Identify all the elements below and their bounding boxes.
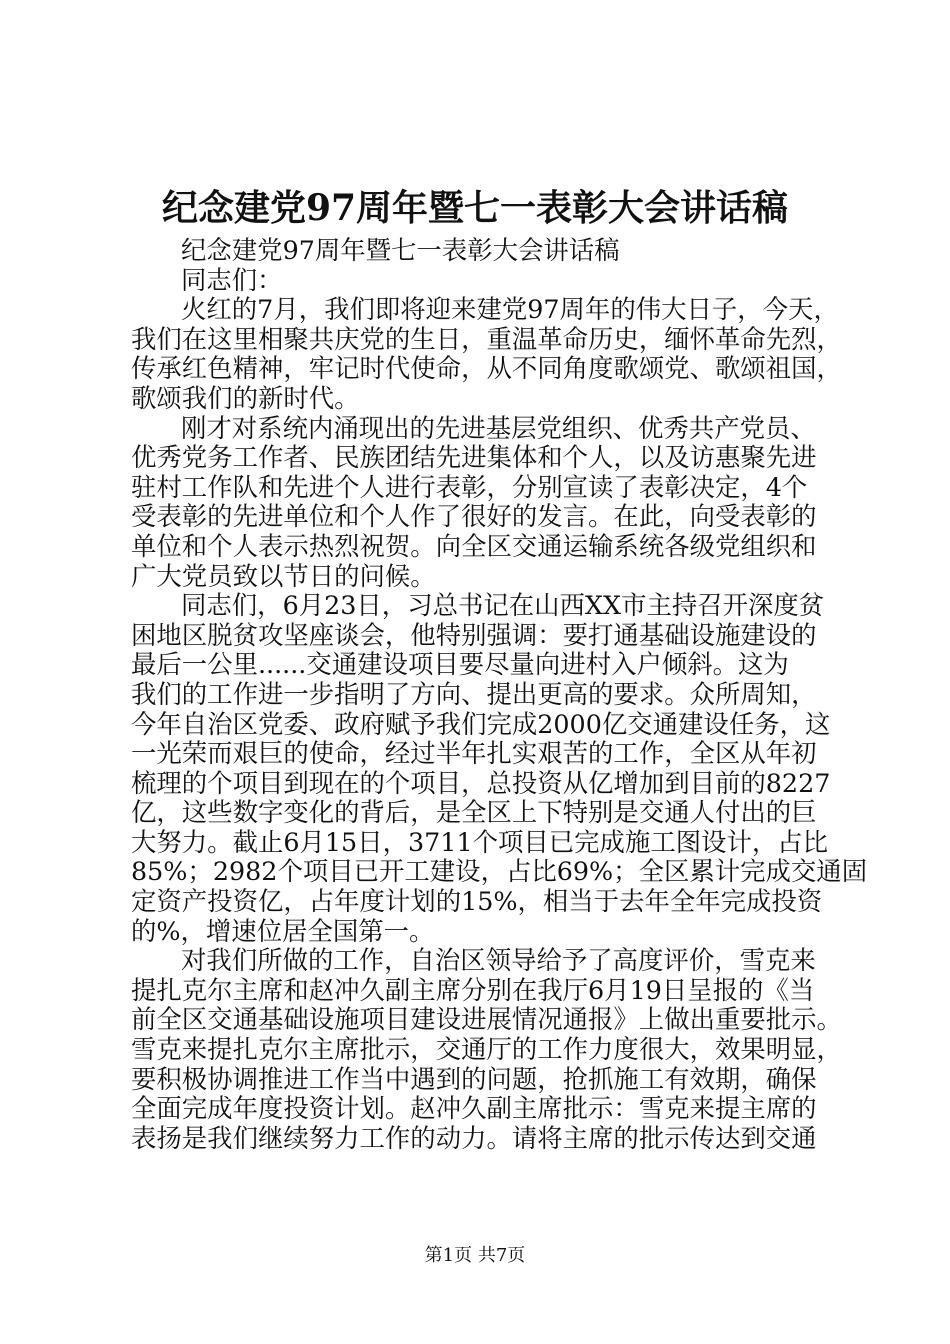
text-line: 全面完成年度投资计划。赵冲久副主席批示：雪克来提主席的 (131, 1093, 817, 1124)
text-line: 驻村工作队和先进个人进行表彰，分别宣读了表彰决定，4个 (131, 471, 808, 502)
text-line: 传承红色精神，牢记时代使命，从不同角度歌颂党、歌颂祖国， (131, 353, 842, 384)
text-line: 今年自治区党委、政府赋予我们完成2000亿交通建设任务，这 (131, 708, 831, 739)
text-line: 歌颂我们的新时代。 (131, 382, 360, 413)
text-line: 同志们，6月23日，习总书记在山西XX市主持召开深度贫 (181, 590, 825, 621)
text-line: 纪念建党97周年暨七一表彰大会讲话稿 (181, 235, 620, 265)
text-line: 前全区交通基础设施项目建设进展情况通报》上做出重要批示。 (131, 1004, 842, 1035)
text-line: 我们在这里相聚共庆党的生日，重温革命历史，缅怀革命先烈， (131, 323, 842, 354)
text-line: 一光荣而艰巨的使命，经过半年扎实艰苦的工作，全区从年初 (131, 738, 817, 769)
text-line: 受表彰的先进单位和个人作了很好的发言。在此，向受表彰的 (131, 501, 817, 532)
text-line: 85%；2982个项目已开工建设，占比69%；全区累计完成交通固 (131, 856, 868, 887)
text-line: 定资产投资亿，占年度计划的15%，相当于去年全年完成投资 (131, 886, 823, 917)
text-line: 梳理的个项目到现在的个项目，总投资从亿增加到目前的8227 (131, 767, 831, 798)
text-line: 对我们所做的工作，自治区领导给予了高度评价，雪克来 (181, 945, 816, 976)
text-line: 单位和个人表示热烈祝贺。向全区交通运输系统各级党组织和 (131, 530, 817, 561)
text-line: 广大党员致以节日的问候。 (131, 560, 436, 591)
text-line: 优秀党务工作者、民族团结先进集体和个人，以及访惠聚先进 (131, 442, 817, 473)
text-line: 刚才对系统内涌现出的先进基层党组织、优秀共产党员、 (181, 412, 816, 443)
text-line: 表扬是我们继续努力工作的动力。请将主席的批示传达到交通 (131, 1122, 817, 1153)
text-line: 提扎克尔主席和赵冲久副主席分别在我厅6月19日呈报的《当 (131, 974, 815, 1005)
text-line: 雪克来提扎克尔主席批示，交通厅的工作力度很大，效果明显， (131, 1034, 842, 1065)
text-line: 要积极协调推进工作当中遇到的问题，抢抓施工有效期，确保 (131, 1063, 817, 1094)
text-line: 最后一公里......交通建设项目要尽量向进村入户倾斜。这为 (131, 649, 789, 680)
document-title: 纪念建党97周年暨七一表彰大会讲话稿 (161, 187, 789, 229)
page-footer: 第1页 共7页 (424, 1245, 526, 1266)
text-line: 的%，增速位居全国第一。 (131, 915, 435, 946)
document-body (131, 235, 868, 1153)
text-line: 同志们： (181, 264, 283, 295)
text-line: 困地区脱贫攻坚座谈会，他特别强调：要打通基础设施建设的 (131, 619, 817, 650)
text-line: 我们的工作进一步指明了方向、提出更高的要求。众所周知， (131, 678, 817, 709)
text-line: 亿，这些数字变化的背后，是全区上下特别是交通人付出的巨 (131, 797, 817, 828)
text-line: 火红的7月，我们即将迎来建党97周年的伟大日子，今天， (181, 294, 839, 325)
text-line: 大努力。截止6月15日，3711个项目已完成施工图设计，占比 (131, 826, 829, 857)
